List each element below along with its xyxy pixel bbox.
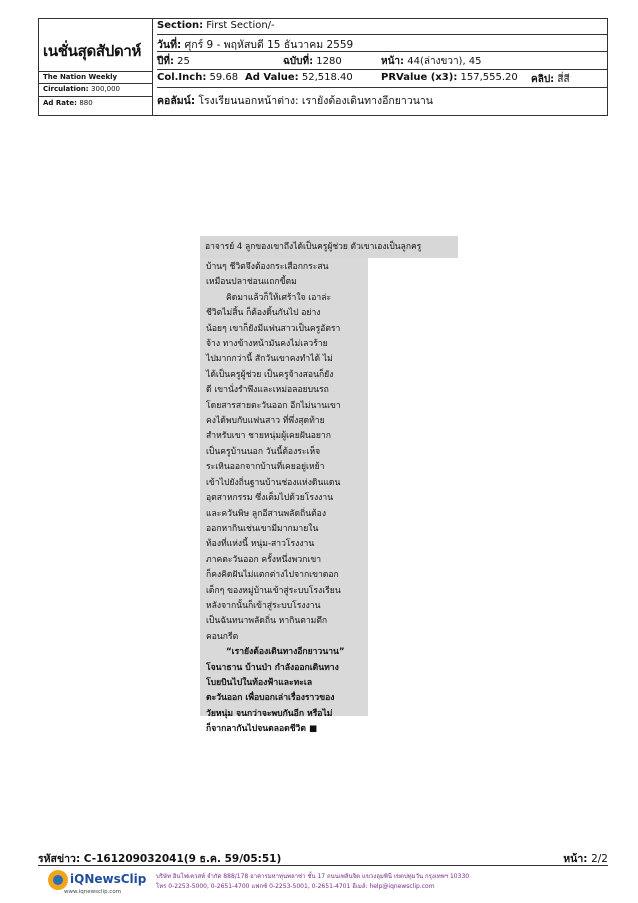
year-value: 25 bbox=[177, 56, 190, 67]
news-code-value: C-161209032041(9 ธ.ค. 59/05:51) bbox=[83, 853, 282, 865]
date-value: ศุกร์ 9 - พฤหัสบดี 15 ธันวาคม 2559 bbox=[184, 39, 354, 51]
logo-mark-icon bbox=[48, 870, 68, 890]
prvalue-field bbox=[381, 72, 518, 83]
publication-title: เนชั่นสุดสัปดาห์ bbox=[43, 42, 142, 60]
publication-english-name: The Nation Weekly bbox=[43, 73, 118, 81]
date-label: วันที่: bbox=[157, 39, 182, 51]
article-line: ภาคตะวันออก ครั้งหนึ่งพวกเขา bbox=[206, 554, 322, 565]
article-line: คงได้พบกับแฟนสาว ที่พึ่งสุดท้าย bbox=[206, 416, 325, 427]
news-code-label: รหัสข่าว: bbox=[38, 853, 81, 865]
article-line: น้อยๆ เขาก็ยังมีแฟนสาวเป็นครูอัตรา bbox=[206, 323, 341, 334]
colinch-value: 59.68 bbox=[209, 72, 239, 83]
section-label: Section: bbox=[157, 20, 204, 31]
issue-row bbox=[157, 52, 607, 70]
article-bold-line: ก็จากลากันไปจนตลอดชีวิต ■ bbox=[206, 724, 318, 735]
section-value: First Section/- bbox=[206, 20, 275, 31]
article-line: จ้าง ทางข้างหน้ามันคงไม่เลวร้าย bbox=[206, 339, 328, 350]
circulation bbox=[43, 85, 120, 93]
ad-rate-value: 880 bbox=[79, 99, 93, 107]
column-row bbox=[157, 88, 607, 115]
footer-divider bbox=[38, 865, 608, 866]
clipping-header bbox=[38, 18, 608, 116]
issue-field bbox=[283, 54, 342, 69]
article-line: เหมือนปลาช่อนแถกขี้ตม bbox=[206, 277, 297, 288]
date-row bbox=[157, 35, 607, 52]
article-bold-line: วัยหนุ่ม จนกว่าจะพบกันอีก หรือไม่ bbox=[206, 708, 333, 719]
page-label: หน้า: bbox=[381, 56, 405, 67]
column-label: คอลัมน์: bbox=[157, 95, 196, 107]
article-line: ระเหินออกจากบ้านที่เคยอยู่เหย้า bbox=[206, 462, 325, 473]
article-line: ไปมากกว่านี้ สักวันเขาคงทำได้ ไม่ bbox=[206, 354, 333, 365]
article-line: และควันพิษ ลูกอีสานพลัดถิ่นต้อง bbox=[206, 508, 327, 519]
article-line: อุตสาหกรรม ซึ่งเต็มไปด้วยโรงงาน bbox=[206, 493, 334, 504]
colinch-field bbox=[157, 72, 238, 83]
logo-name: iQNewsClip bbox=[70, 872, 147, 886]
page-number-value: 2/2 bbox=[591, 853, 608, 865]
article-line: คิดมาแล้วก็ให้เศร้าใจ เอาล่ะ bbox=[226, 292, 332, 303]
section-row bbox=[157, 19, 607, 35]
clipping-metadata bbox=[153, 19, 607, 115]
article-line: บ้านๆ ชีวิตจึงต้องกระเสือกกระสน bbox=[206, 262, 329, 272]
value-row bbox=[157, 70, 607, 88]
issue-label: ฉบับที่: bbox=[283, 56, 314, 67]
section-field bbox=[157, 20, 275, 31]
column-field bbox=[157, 92, 433, 109]
article-line: ได้เป็นครูผู้ช่วย เป็นครูจ้างสอนก็ยัง bbox=[206, 369, 334, 380]
article-line: ดี เขานั่งรำพึงและเหม่อลอยบนรถ bbox=[206, 385, 329, 396]
year-label: ปีที่: bbox=[157, 56, 174, 67]
photo-caption: อาจารย์ 4 ลูกของเขาถึงได้เป็นครูผู้ช่วย ตัวเขาเองเป็นลูกครู bbox=[200, 236, 458, 258]
year-field bbox=[157, 54, 190, 69]
advalue-label: Ad Value: bbox=[245, 72, 299, 83]
ad-rate bbox=[43, 99, 93, 107]
date-field bbox=[157, 36, 353, 53]
advalue-field bbox=[245, 72, 353, 83]
issue-value: 1280 bbox=[316, 56, 342, 67]
article-line: คอนกรีต bbox=[206, 631, 239, 642]
ad-rate-label: Ad Rate: bbox=[43, 99, 77, 107]
company-contact: โทร 0-2253-5000, 0-2651-4700 แฟกซ์ 0-2253-5001, 0-2651-4701 อีเมล์: help@iqnewsclip.com bbox=[156, 883, 435, 890]
circulation-label: Circulation: bbox=[43, 85, 89, 93]
article-line: ออกหากินเช่นเขามีมากมายใน bbox=[206, 523, 319, 534]
page-value: 44(ล่างขวา), 45 bbox=[407, 56, 482, 67]
article-body bbox=[200, 258, 368, 735]
clip-value: สี่สี bbox=[557, 74, 570, 85]
article-bold-line: โบยบินไปในท้องฟ้าและทะเล bbox=[206, 677, 313, 688]
article-bold-line: ตะวันออก เพื่อบอกเล่าเรื่องราวของ bbox=[206, 693, 335, 704]
circulation-value: 300,000 bbox=[91, 85, 120, 93]
company-address: บริษัท อินโฟเควสท์ จำกัด 888/178 อาคารมหาทุนพลาซ่า ชั้น 17 ถนนเพลินจิต แขวงลุมพินี เขตปทุมวัน กรุงเทพฯ 10330 bbox=[156, 873, 470, 880]
iqnewsclip-logo bbox=[48, 870, 148, 898]
article-line: ก็คงคิดฝันไม่แตกต่างไปจากเขาดอก bbox=[206, 570, 339, 581]
article-line: เข้าไปยังถิ่นฐานบ้านช่องแห่งดินแดน bbox=[206, 477, 341, 488]
divider bbox=[39, 71, 153, 72]
company-info bbox=[156, 872, 469, 892]
divider bbox=[39, 96, 153, 97]
article-line: สำหรับเขา ชายหนุ่มผู้เคยฝันอยาก bbox=[206, 431, 331, 442]
article-bold-line: โจนาธาน บ้านป่า กำลังออกเดินทาง bbox=[206, 662, 339, 673]
article-line: หลังจากนั้นก็เข้าสู่ระบบโรงงาน bbox=[206, 600, 321, 611]
clip-label: คลิป: bbox=[531, 74, 555, 85]
article-line: เป็นฉันทนาพลัดถิ่น หากินตามตึก bbox=[206, 616, 328, 627]
article-bold-line: “เรายังต้องเดินทางอีกยาวนาน” bbox=[226, 647, 345, 658]
publication-block bbox=[39, 19, 153, 115]
article-line: เป็นครูบ้านนอก วันนี้ต้องระเห็จ bbox=[206, 446, 321, 457]
article-line: เด็กๆ ของหมู่บ้านเข้าสู่ระบบโรงเรียน bbox=[206, 585, 341, 596]
page-number-label: หน้า: bbox=[563, 853, 588, 865]
article-line: ท้องที่แห่งนี้ หนุ่ม-สาวโรงงาน bbox=[206, 539, 315, 550]
colinch-label: Col.Inch: bbox=[157, 72, 207, 83]
prvalue-label: PRValue (x3): bbox=[381, 72, 458, 83]
page-field bbox=[381, 54, 482, 69]
divider bbox=[39, 83, 153, 84]
article-line: โดยสารสายตะวันออก อีกไม่นานเขา bbox=[206, 400, 341, 411]
logo-url: www.iqnewsclip.com bbox=[64, 889, 122, 895]
clip-field bbox=[531, 72, 570, 87]
prvalue-value: 157,555.20 bbox=[460, 72, 518, 83]
advalue-value: 52,518.40 bbox=[301, 72, 353, 83]
column-value: โรงเรียนนอกหน้าต่าง: เรายังต้องเดินทางอีกยาวนาน bbox=[198, 95, 433, 107]
article-line: ชีวิตไม่สิ้น ก็ต้องดิ้นกันไป อย่าง bbox=[206, 308, 321, 319]
